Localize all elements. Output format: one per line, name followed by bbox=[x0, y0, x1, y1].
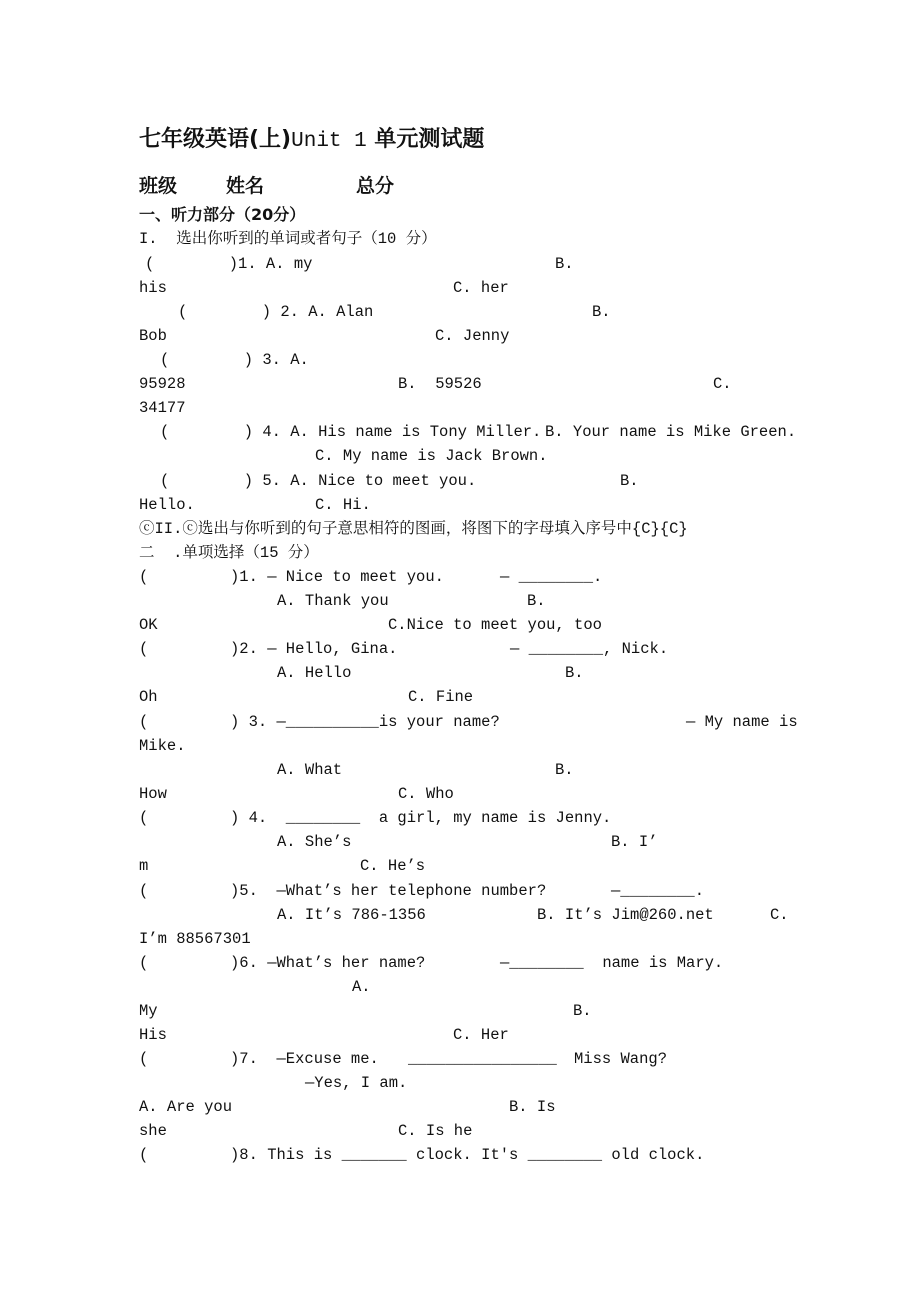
exam-text: — My name is bbox=[686, 713, 798, 731]
class-field-label: 班级 bbox=[139, 175, 178, 197]
exam-text: Oh bbox=[139, 688, 158, 706]
exam-text: I. 选出你听到的单词或者句子（10 分） bbox=[139, 230, 437, 248]
exam-text: ( bbox=[139, 1146, 149, 1164]
exam-text: B. Is bbox=[509, 1098, 556, 1116]
exam-text: A. Thank you bbox=[277, 592, 389, 610]
exam-text: Bob bbox=[139, 327, 167, 345]
exam-text: C. Her bbox=[453, 1026, 509, 1044]
exam-text: ( bbox=[139, 568, 149, 586]
exam-text: — ________, Nick. bbox=[510, 640, 669, 658]
exam-text: B. bbox=[620, 472, 639, 490]
exam-text: —Yes, I am. bbox=[305, 1074, 408, 1092]
exam-text: B. bbox=[555, 255, 574, 273]
exam-text: Miss Wang? bbox=[574, 1050, 668, 1068]
total-score-label: 总分 bbox=[356, 175, 395, 197]
exam-text: ) 3. —__________is your name? bbox=[230, 713, 500, 731]
exam-text: A. bbox=[352, 978, 371, 996]
exam-text: —________. bbox=[611, 882, 705, 900]
exam-text: My bbox=[139, 1002, 158, 1020]
exam-text: B. bbox=[573, 1002, 592, 1020]
exam-text: A. Are you bbox=[139, 1098, 233, 1116]
exam-text: ( )1. A. my bbox=[145, 255, 313, 273]
exam-text: B. Your name is Mike Green. bbox=[545, 423, 797, 441]
exam-text: C. her bbox=[453, 279, 509, 297]
exam-text: B. I’ bbox=[611, 833, 658, 851]
exam-text: C. Who bbox=[398, 785, 454, 803]
exam-text: )7. —Excuse me. bbox=[230, 1050, 379, 1068]
name-field-label: 姓名 bbox=[226, 175, 265, 197]
exam-text: C.Nice to meet you, too bbox=[388, 616, 602, 634]
exam-text: I’m 88567301 bbox=[139, 930, 251, 948]
exam-text: ________________ bbox=[408, 1050, 557, 1068]
exam-text: )5. —What’s her telephone number? bbox=[230, 882, 547, 900]
exam-text: B. 59526 bbox=[398, 375, 482, 393]
exam-text: )6. —What’s her name? bbox=[230, 954, 426, 972]
exam-text: ( ) 4. A. His name is Tony Miller. bbox=[160, 423, 542, 441]
exam-text: C. bbox=[713, 375, 732, 393]
section-heading: 二 .单项选择（15 分） bbox=[139, 544, 319, 562]
exam-text: ( bbox=[139, 713, 149, 731]
exam-text: ( ) 3. A. bbox=[160, 351, 309, 369]
title-unit: Unit 1 bbox=[291, 130, 367, 153]
exam-text: ( bbox=[139, 1050, 149, 1068]
exam-text: )1. — Nice to meet you. bbox=[230, 568, 444, 586]
exam-text: ( bbox=[139, 954, 149, 972]
exam-text: C. Jenny bbox=[435, 327, 510, 345]
exam-text: — ________. bbox=[500, 568, 603, 586]
exam-text: Mike. bbox=[139, 737, 186, 755]
title-part: 七年级英语(上) bbox=[139, 127, 292, 152]
exam-text: A. It’s 786-1356 bbox=[277, 906, 426, 924]
exam-text: C. Is he bbox=[398, 1122, 473, 1140]
section-heading: 一、听力部分（20分） bbox=[139, 205, 306, 224]
exam-text: 34177 bbox=[139, 399, 186, 417]
page-title bbox=[139, 122, 484, 153]
exam-text: ( ) 5. A. Nice to meet you. bbox=[160, 472, 477, 490]
exam-text: A. She’s bbox=[277, 833, 352, 851]
exam-text: )2. — Hello, Gina. bbox=[230, 640, 398, 658]
exam-text: His bbox=[139, 1026, 167, 1044]
exam-text: B. bbox=[555, 761, 574, 779]
exam-text: C. bbox=[770, 906, 789, 924]
exam-text: A. What bbox=[277, 761, 343, 779]
exam-text: ( bbox=[139, 809, 149, 827]
exam-text: OK bbox=[139, 616, 158, 634]
exam-text: m bbox=[139, 857, 149, 875]
exam-text: ⓒII.ⓒ选出与你听到的句子意思相符的图画，将图下的字母填入序号中{C}{C} bbox=[139, 520, 688, 538]
title-part: 单元测试题 bbox=[374, 127, 485, 152]
exam-text: Hello. bbox=[139, 496, 195, 514]
exam-text: How bbox=[139, 785, 167, 803]
exam-text: B. bbox=[527, 592, 546, 610]
exam-text: —________ name is Mary. bbox=[500, 954, 724, 972]
exam-text: C. He’s bbox=[360, 857, 426, 875]
exam-text: ( bbox=[139, 640, 149, 658]
exam-text: ) 4. ________ a girl, my name is Jenny. bbox=[230, 809, 612, 827]
exam-text: his bbox=[139, 279, 167, 297]
exam-text: B. bbox=[592, 303, 611, 321]
exam-text: she bbox=[139, 1122, 167, 1140]
exam-text: C. Fine bbox=[408, 688, 474, 706]
exam-text: C. Hi. bbox=[315, 496, 371, 514]
exam-text: )8. This is _______ clock. It's ________ old clock. bbox=[230, 1146, 705, 1164]
exam-text: ( ) 2. A. Alan bbox=[178, 303, 374, 321]
exam-text: A. Hello bbox=[277, 664, 352, 682]
exam-text: B. bbox=[565, 664, 584, 682]
exam-text: ( bbox=[139, 882, 149, 900]
exam-text: C. My name is Jack Brown. bbox=[315, 447, 548, 465]
exam-text: B. It’s Jim@260.net bbox=[537, 906, 714, 924]
exam-text: 95928 bbox=[139, 375, 186, 393]
